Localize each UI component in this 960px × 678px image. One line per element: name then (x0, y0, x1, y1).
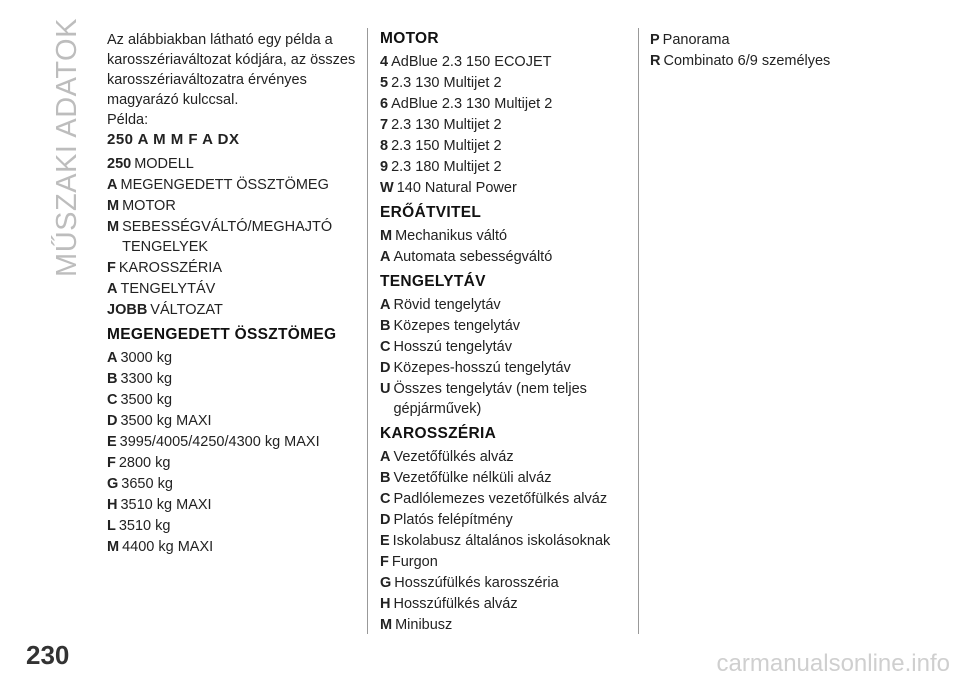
item-description: Rövid tengelytáv (393, 297, 501, 313)
list-item (380, 157, 625, 177)
list-item (380, 615, 625, 635)
item-code: H (380, 596, 391, 612)
body-list (380, 447, 625, 635)
list-item (107, 390, 357, 410)
list-item (380, 316, 625, 336)
item-description: 2800 kg (118, 455, 171, 471)
item-code: 250 (107, 156, 132, 172)
item-description: Platós felépítmény (393, 512, 513, 528)
item-description: Furgon (391, 554, 438, 570)
item-code: E (107, 434, 117, 450)
item-code: D (380, 512, 391, 528)
item-code: P (650, 32, 660, 48)
item-code: U (380, 381, 391, 397)
item-description: AdBlue 2.3 130 Multijet 2 (391, 96, 553, 112)
item-code: A (107, 350, 118, 366)
list-item (107, 154, 357, 174)
code-legend-list (107, 154, 357, 320)
item-description: 3510 kg MAXI (120, 497, 212, 513)
list-item (380, 73, 625, 93)
list-item (380, 226, 625, 246)
list-item (107, 432, 357, 452)
item-code: F (107, 260, 116, 276)
item-description: 3500 kg MAXI (120, 413, 212, 429)
item-description: 3650 kg (121, 476, 173, 492)
item-code: JOBB (107, 302, 148, 318)
item-code: A (107, 177, 118, 193)
list-item (380, 115, 625, 135)
item-code: 5 (380, 75, 389, 91)
item-description: Padlólemezes vezetőfülkés alváz (393, 491, 608, 507)
heading-body: KAROSSZÉRIA (380, 425, 497, 442)
item-description: 3995/4005/4250/4300 kg MAXI (119, 434, 320, 450)
item-code: A (380, 449, 391, 465)
heading-transmission: ERŐÁTVITEL (380, 204, 482, 221)
item-code: M (107, 539, 120, 555)
item-code: 7 (380, 117, 389, 133)
item-code: B (107, 371, 118, 387)
list-item (380, 531, 625, 551)
item-description: VÁLTOZAT (150, 302, 223, 318)
item-description: Összes tengelytáv (nem teljes gépjárművek) (393, 381, 587, 417)
item-code: B (380, 318, 391, 334)
list-item (107, 348, 357, 368)
item-code: M (380, 228, 393, 244)
list-item (380, 379, 625, 419)
body-list-continued (650, 30, 910, 71)
item-description: 140 Natural Power (396, 180, 517, 196)
list-item (380, 573, 625, 593)
column-divider (638, 28, 639, 634)
list-item (380, 295, 625, 315)
item-description: Közepes-hosszú tengelytáv (393, 360, 571, 376)
item-description: MODELL (134, 156, 194, 172)
list-item (380, 178, 625, 198)
column-3 (650, 30, 910, 72)
transmission-list (380, 226, 625, 267)
item-description: Hosszú tengelytáv (393, 339, 512, 355)
list-item (380, 358, 625, 378)
list-item (380, 510, 625, 530)
item-code: B (380, 470, 391, 486)
list-item (107, 300, 357, 320)
item-code: E (380, 533, 390, 549)
item-code: G (380, 575, 392, 591)
item-description: MOTOR (122, 198, 176, 214)
list-item (380, 594, 625, 614)
item-description: Hosszúfülkés alváz (393, 596, 518, 612)
watermark: carmanualsonline.info (716, 650, 950, 677)
item-description: Vezetőfülkés alváz (393, 449, 514, 465)
example-code: 250 A M M F A DX (107, 131, 240, 148)
item-code: M (107, 198, 120, 214)
list-item (107, 516, 357, 536)
list-item (380, 94, 625, 114)
item-description: 2.3 150 Multijet 2 (391, 138, 502, 154)
item-code: 9 (380, 159, 389, 175)
item-code: R (650, 53, 661, 69)
list-item (380, 489, 625, 509)
intro-text: Az alábbiakban látható egy példa a karosszériaváltozat kódjára, az összes karosszériaváltozatra érvényes magyarázó kulccsal. (107, 32, 356, 108)
item-description: Panorama (662, 32, 730, 48)
item-code: A (380, 249, 391, 265)
list-item (107, 537, 357, 557)
item-description: 2.3 180 Multijet 2 (391, 159, 502, 175)
item-description: Automata sebességváltó (393, 249, 553, 265)
item-description: Minibusz (395, 617, 453, 633)
item-description: Vezetőfülke nélküli alváz (393, 470, 552, 486)
list-item (107, 474, 357, 494)
item-description: Iskolabusz általános iskolásoknak (392, 533, 611, 549)
item-code: H (107, 497, 118, 513)
item-description: 3000 kg (120, 350, 173, 366)
item-description: MEGENGEDETT ÖSSZTÖMEG (120, 177, 329, 193)
mass-list (107, 348, 357, 557)
heading-engine: MOTOR (380, 30, 439, 47)
engine-list (380, 52, 625, 198)
list-item (380, 247, 625, 267)
item-code: L (107, 518, 116, 534)
list-item (107, 258, 357, 278)
item-code: G (107, 476, 119, 492)
column-1 (107, 30, 357, 558)
item-description: Mechanikus váltó (395, 228, 508, 244)
item-code: D (380, 360, 391, 376)
item-code: A (380, 297, 391, 313)
item-description: Közepes tengelytáv (393, 318, 521, 334)
page-number: 230 (26, 640, 70, 670)
item-description: Combinato 6/9 személyes (663, 53, 831, 69)
item-code: A (107, 281, 118, 297)
column-divider (367, 28, 368, 634)
item-description: 2.3 130 Multijet 2 (391, 75, 502, 91)
list-item (107, 196, 357, 216)
list-item (380, 447, 625, 467)
wheelbase-list (380, 295, 625, 419)
item-code: 8 (380, 138, 389, 154)
item-code: C (380, 491, 391, 507)
list-item (107, 495, 357, 515)
list-item (380, 337, 625, 357)
item-description: 4400 kg MAXI (122, 539, 214, 555)
item-description: TENGELYTÁV (120, 281, 216, 297)
item-description: 3500 kg (120, 392, 173, 408)
item-description: SEBESSÉGVÁLTÓ/MEGHAJTÓ TENGELYEK (122, 219, 333, 255)
example-label: Példa: (107, 112, 149, 128)
list-item (380, 552, 625, 572)
list-item (650, 30, 910, 50)
heading-mass: MEGENGEDETT ÖSSZTÖMEG (107, 326, 337, 343)
item-code: F (107, 455, 116, 471)
item-code: M (107, 219, 120, 235)
list-item (107, 217, 357, 257)
item-description: KAROSSZÉRIA (118, 260, 222, 276)
list-item (107, 369, 357, 389)
item-description: 3300 kg (120, 371, 173, 387)
item-code: W (380, 180, 394, 196)
list-item (107, 279, 357, 299)
column-2 (380, 30, 625, 636)
list-item (107, 411, 357, 431)
item-code: D (107, 413, 118, 429)
item-code: C (380, 339, 391, 355)
item-code: 6 (380, 96, 389, 112)
item-description: AdBlue 2.3 150 ECOJET (391, 54, 552, 70)
item-code: C (107, 392, 118, 408)
item-description: 2.3 130 Multijet 2 (391, 117, 502, 133)
section-side-title: MŰSZAKI ADATOK (50, 17, 83, 277)
heading-wheelbase: TENGELYTÁV (380, 273, 486, 290)
item-code: 4 (380, 54, 389, 70)
list-item (380, 468, 625, 488)
list-item (650, 51, 910, 71)
list-item (380, 136, 625, 156)
list-item (380, 52, 625, 72)
list-item (107, 175, 357, 195)
item-code: M (380, 617, 393, 633)
item-code: F (380, 554, 389, 570)
list-item (107, 453, 357, 473)
item-description: 3510 kg (118, 518, 171, 534)
item-description: Hosszúfülkés karosszéria (394, 575, 559, 591)
